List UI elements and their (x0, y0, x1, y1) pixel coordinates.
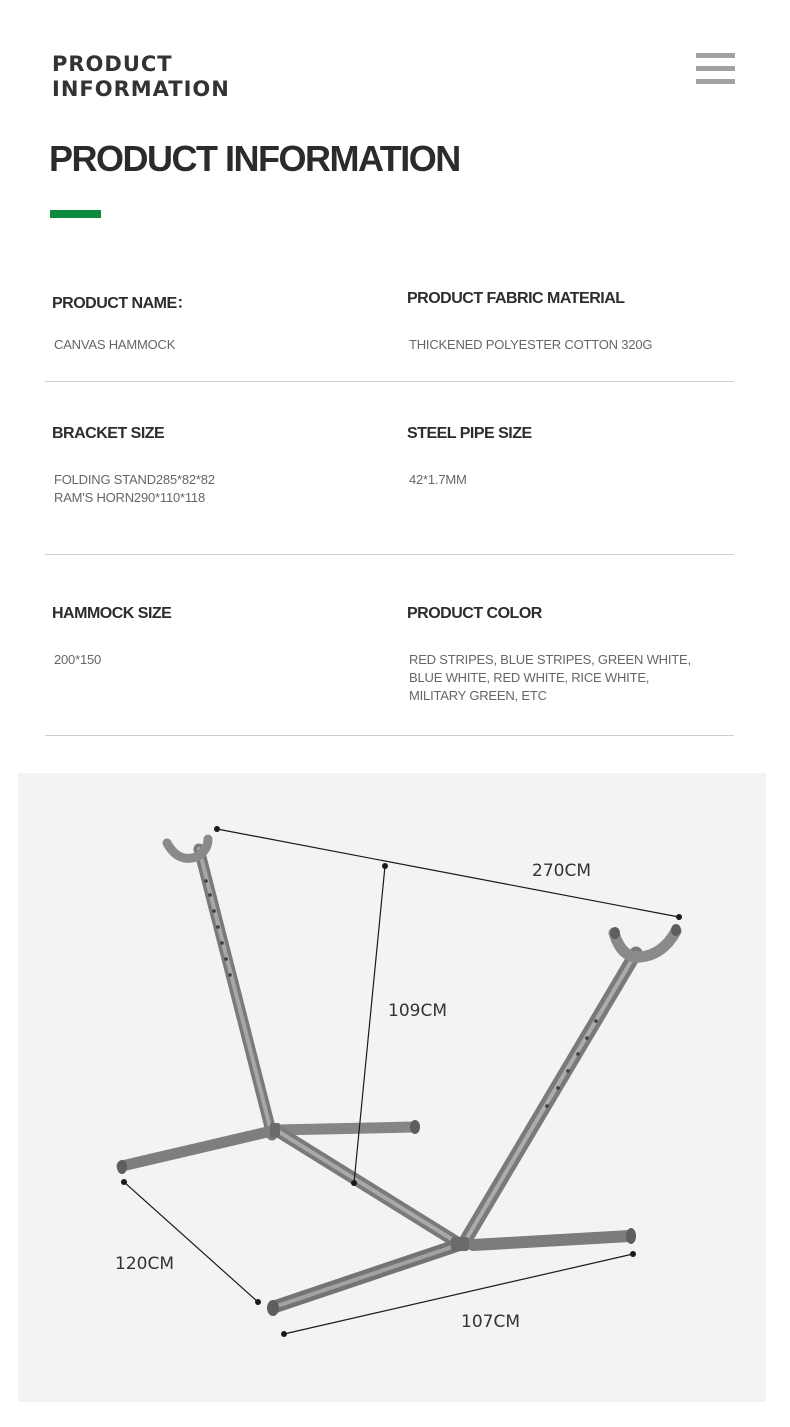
row-divider (45, 381, 734, 382)
dimension-depth-label: 120CM (115, 1254, 174, 1274)
menu-bar (696, 79, 735, 84)
value-line: FOLDING STAND285*82*82 (54, 472, 215, 487)
fabric-material-label: PRODUCT FABRIC MATERIAL (407, 290, 625, 307)
bracket-size-value (54, 471, 215, 507)
row-divider (45, 554, 734, 555)
bracket-size-label: BRACKET SIZE (52, 425, 165, 442)
value-line: MILITARY GREEN, ETC (409, 688, 547, 703)
pipe-end-caps (117, 924, 681, 1316)
page-title: PRODUCT INFORMATION (49, 138, 460, 179)
hammock-stand-figure (18, 773, 766, 1402)
hammock-size-value (54, 651, 101, 669)
menu-bar (696, 66, 735, 71)
row-divider (45, 735, 734, 736)
pipe-holes (204, 879, 598, 1108)
dimension-height-label: 109CM (388, 1001, 447, 1021)
product-name-value (54, 336, 175, 354)
value-line: BLUE WHITE, RED WHITE, RICE WHITE, (409, 670, 650, 685)
product-color-label: PRODUCT COLOR (407, 605, 542, 622)
value-line: 42*1.7MM (409, 472, 467, 487)
value-line: THICKENED POLYESTER COTTON 320G (409, 337, 653, 352)
fabric-material-value (409, 336, 652, 354)
value-line: RAM'S HORN290*110*118 (54, 490, 205, 505)
brand-logo (52, 52, 230, 102)
value-line: 200*150 (54, 652, 102, 667)
menu-bar (696, 53, 735, 58)
dimension-base-label: 107CM (461, 1312, 520, 1332)
logo-line-1: PRODUCT (52, 52, 173, 76)
title-accent-bar (50, 210, 101, 218)
steel-pipe-size-value (409, 471, 467, 489)
hammock-size-label: HAMMOCK SIZE (52, 605, 172, 622)
hammock-stand-diagram (18, 773, 766, 1402)
hamburger-menu-icon[interactable] (696, 53, 735, 85)
steel-pipe-size-label: STEEL PIPE SIZE (407, 425, 532, 442)
value-line: CANVAS HAMMOCK (54, 337, 176, 352)
dimension-length-label: 270CM (532, 861, 591, 881)
logo-line-2: INFORMATION (52, 77, 230, 101)
value-line: RED STRIPES, BLUE STRIPES, GREEN WHITE, (409, 652, 691, 667)
product-color-value (409, 651, 691, 705)
product-name-label: PRODUCT NAME： (52, 295, 193, 312)
stand-frame (122, 839, 676, 1307)
